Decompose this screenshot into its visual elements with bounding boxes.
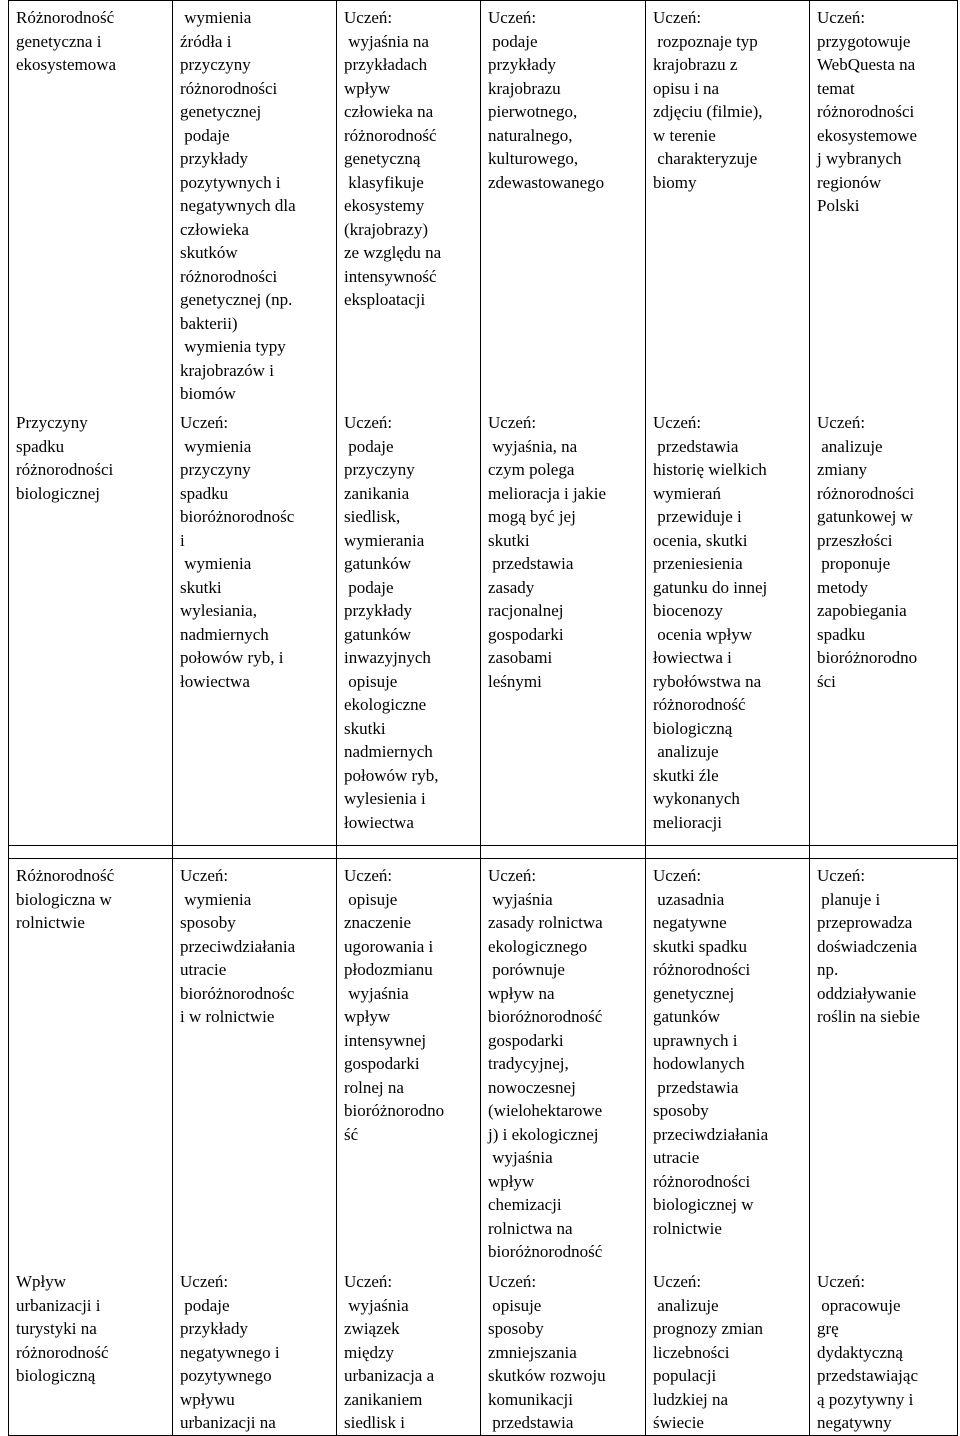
spacer-cell [337,846,481,859]
spacer-cell [481,846,646,859]
requirement-cell: Uczeń: wyjaśnia zasady rolnictwa ekologicznego porównuje wpływ na bioróżnorodność gospodarki tradycyjnej, nowoczesnej (wielohektarowe j) i ekologicznej wyjaśnia wpływ chemizacji rolnictwa na bioróżnorodność [481,859,646,1266]
requirement-cell: Uczeń: analizuje prognozy zmian liczebności populacji ludzkiej na świecie [646,1265,810,1435]
requirement-cell: Uczeń: wyjaśnia, na czym polega melioracja i jakie mogą być jej skutki przedstawia zasady racjonalnej gospodarki zasobami leśnymi [481,406,646,846]
requirement-cell: Uczeń: analizuje zmiany różnorodności gatunkowej w przeszłości proponuje metody zapobiegania spadku bioróżnorodno ści [810,406,958,846]
requirement-cell: Uczeń: planuje i przeprowadza doświadczenia np. oddziaływanie roślin na siebie [810,859,958,1266]
requirement-cell: Uczeń: wymienia przyczyny spadku bioróżnorodnośc i wymienia skutki wylesiania, nadmiernych połowów ryb, i łowiectwa [173,406,337,846]
requirement-cell: Uczeń: przygotowuje WebQuesta na temat różnorodności ekosystemowe j wybranych regionów Polski [810,1,958,407]
topic-cell: Wpływ urbanizacji i turystyki na różnorodność biologiczną [9,1265,173,1435]
requirement-cell: Uczeń: opisuje znaczenie ugorowania i płodozmianu wyjaśnia wpływ intensywnej gospodarki rolnej na bioróżnorodno ść [337,859,481,1266]
requirement-cell: Uczeń: podaje przykłady krajobrazu pierwotnego, naturalnego, kulturowego, zdewastowanego [481,1,646,407]
curriculum-table [8,0,958,1436]
table-row-genetic-ecosystem [9,1,958,407]
spacer-cell [173,846,337,859]
spacer-cell [646,846,810,859]
requirement-cell: Uczeń: wyjaśnia związek między urbanizacja a zanikaniem siedlisk i [337,1265,481,1435]
table-row-biodiversity-decline [9,406,958,846]
requirement-cell: Uczeń: opracowuje grę dydaktyczną przedstawiając ą pozytywny i negatywny [810,1265,958,1435]
requirement-cell: Uczeń: podaje przyczyny zanikania siedlisk, wymierania gatunków podaje przykłady gatunków inwazyjnych opisuje ekologiczne skutki nadmiernych połowów ryb, wylesienia i łowiectwa [337,406,481,846]
requirement-cell: Uczeń: podaje przykłady negatywnego i pozytywnego wpływu urbanizacji na [173,1265,337,1435]
topic-cell: Różnorodność biologiczna w rolnictwie [9,859,173,1266]
spacer-cell [9,846,173,859]
topic-cell: Przyczyny spadku różnorodności biologicznej [9,406,173,846]
requirement-cell: Uczeń: opisuje sposoby zmniejszania skutków rozwoju komunikacji przedstawia [481,1265,646,1435]
requirement-cell: Uczeń: wyjaśnia na przykładach wpływ człowieka na różnorodność genetyczną klasyfikuje ekosystemy (krajobrazy) ze względu na intensywność eksploatacji [337,1,481,407]
table-spacer-row [9,846,958,859]
table-row-urbanization [9,1265,958,1435]
requirement-cell: Uczeń: rozpoznaje typ krajobrazu z opisu i na zdjęciu (filmie), w terenie charakteryzuje biomy [646,1,810,407]
table-row-agriculture [9,859,958,1266]
requirement-cell: Uczeń: przedstawia historię wielkich wymierań przewiduje i ocenia, skutki przeniesienia gatunku do innej biocenozy ocenia wpływ łowiectwa i rybołówstwa na różnorodność biologiczną analizuje skutki źle wykonanych melioracji [646,406,810,846]
spacer-cell [810,846,958,859]
requirement-cell: wymienia źródła i przyczyny różnorodności genetycznej podaje przykłady pozytywnych i negatywnych dla człowieka skutków różnorodności genetycznej (np. bakterii) wymienia typy krajobrazów i biomów [173,1,337,407]
requirement-cell: Uczeń: uzasadnia negatywne skutki spadku różnorodności genetycznej gatunków uprawnych i hodowlanych przedstawia sposoby przeciwdziałania utracie różnorodności biologicznej w rolnictwie [646,859,810,1266]
requirement-cell: Uczeń: wymienia sposoby przeciwdziałania utracie bioróżnorodnośc i w rolnictwie [173,859,337,1266]
topic-cell: Różnorodność genetyczna i ekosystemowa [9,1,173,407]
